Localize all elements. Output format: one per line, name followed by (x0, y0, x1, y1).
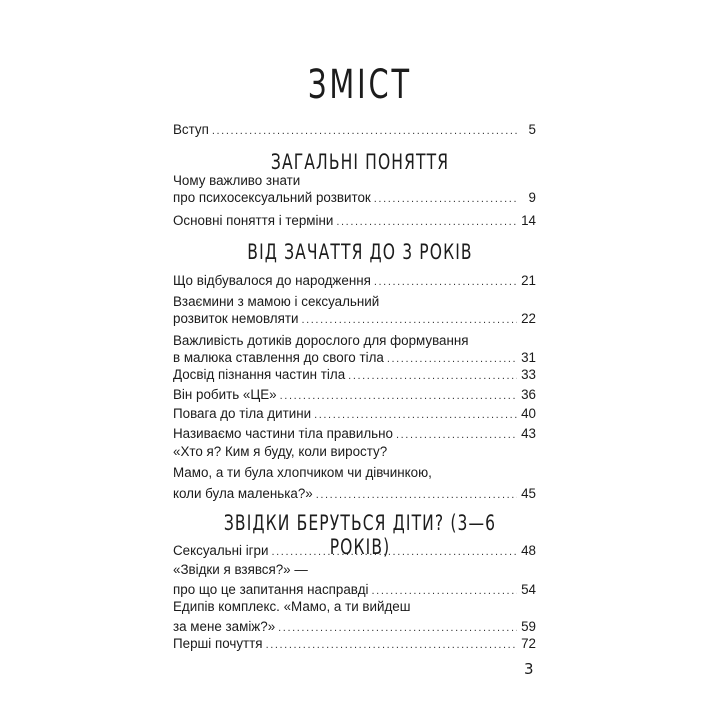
toc-entry[interactable] (173, 293, 536, 329)
toc-page-number: 45 (521, 486, 536, 501)
leader-dots (336, 214, 517, 231)
toc-entry-title: про психосексуальний розвиток (173, 190, 371, 205)
page-number-folio: 3 (524, 660, 534, 678)
toc-entry[interactable] (173, 332, 536, 368)
toc-page-number: 36 (521, 387, 536, 402)
toc-entry[interactable] (173, 172, 536, 208)
toc-page-number: 33 (521, 367, 536, 382)
toc-page-number: 14 (521, 213, 536, 228)
section-heading: ВІД ЗАЧАТТЯ ДО 3 РОКІВ (247, 240, 473, 264)
toc-entry-title: Перші почуття (173, 636, 263, 651)
toc-entry-title: Вступ (173, 122, 209, 137)
toc-entry[interactable] (173, 272, 536, 291)
toc-entry-title: за мене заміж?» (173, 619, 276, 634)
leader-dots (374, 274, 517, 291)
toc-page-number: 72 (521, 636, 536, 651)
leader-dots (314, 407, 517, 424)
leader-dots (374, 191, 517, 208)
toc-entry-title: в малюка ставлення до свого тіла (173, 350, 384, 365)
toc-entry-title: Повага до тіла дитини (173, 406, 312, 421)
leader-dots (271, 544, 517, 561)
toc-entry-title: про що це запитання насправді (173, 582, 369, 597)
toc-entry[interactable] (173, 405, 536, 424)
toc-page-number: 43 (521, 426, 536, 441)
leader-dots (280, 388, 517, 405)
toc-entry[interactable] (173, 542, 536, 561)
toc-entry[interactable] (173, 366, 536, 385)
toc-entry-title: «Звідки я взявся?» — (173, 562, 308, 577)
toc-entry-title: Досвід пізнання частин тіла (173, 367, 346, 382)
toc-entry[interactable] (173, 635, 536, 654)
toc-entry[interactable] (173, 212, 536, 231)
leader-dots (266, 637, 517, 654)
toc-entry[interactable] (173, 443, 536, 504)
leader-dots (348, 368, 517, 385)
toc-page-number: 31 (521, 350, 536, 365)
leader-dots (301, 312, 517, 329)
toc-entry-title: Називаємо частини тіла правильно (173, 426, 393, 441)
toc-page-number: 22 (521, 311, 536, 326)
toc-entry-title: розвиток немовляти (173, 311, 299, 326)
toc-entry-title: Він робить «ЦЕ» (173, 387, 277, 402)
toc-page-number: 9 (528, 190, 536, 205)
section-heading: ЗАГАЛЬНІ ПОНЯТТЯ (270, 150, 450, 174)
toc-page-number: 59 (521, 619, 536, 634)
toc-entry[interactable] (173, 561, 536, 600)
toc-entry-title: Мамо, а ти була хлопчиком чи дівчинкою, (173, 465, 432, 480)
toc-entry-title: коли була маленька?» (173, 486, 313, 501)
toc-entry[interactable] (173, 598, 536, 637)
toc-entry-title: Основні поняття і терміни (173, 213, 334, 228)
page-title: ЗМІСТ (308, 62, 412, 108)
toc-entry-title: Взаємини з мамою і сексуальний (173, 294, 380, 309)
toc-entry[interactable] (173, 386, 536, 405)
toc-entry-title: Едипів комплекс. «Мамо, а ти вийдеш (173, 599, 411, 614)
toc-page-number: 5 (528, 122, 536, 137)
toc-entry-title: Важливість дотиків дорослого для формування (173, 333, 469, 348)
leader-dots (316, 487, 517, 504)
leader-dots (212, 123, 517, 140)
toc-page-number: 21 (521, 273, 536, 288)
section-heading: ЗВІДКИ БЕРУТЬСЯ ДІТИ? (3—6 РОКІВ) (223, 511, 497, 559)
toc-entry-intro[interactable] (173, 121, 536, 140)
toc-entry-title: Сексуальні ігри (173, 543, 269, 558)
toc-page-number: 54 (521, 582, 536, 597)
toc-entry[interactable] (173, 425, 536, 444)
toc-entry-title: Чому важливо знати (173, 173, 301, 188)
toc-page-number: 40 (521, 406, 536, 421)
leader-dots (396, 427, 517, 444)
toc-page-number: 48 (521, 543, 536, 558)
toc-entry-title: Що відбувалося до народження (173, 273, 371, 288)
toc-entry-title: «Хто я? Ким я буду, коли виросту? (173, 444, 388, 459)
